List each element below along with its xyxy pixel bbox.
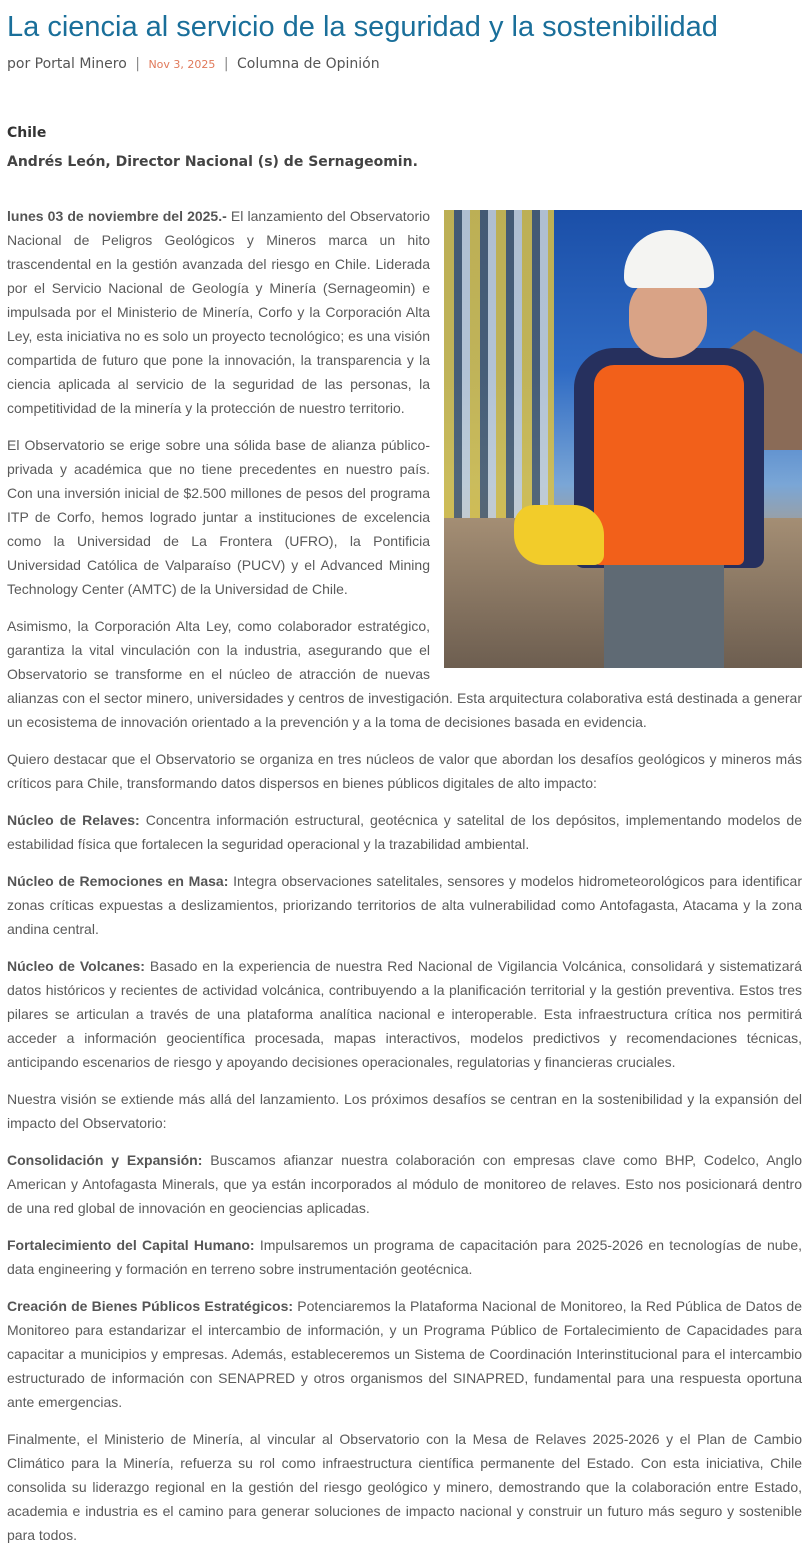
article-photo	[444, 210, 802, 668]
paragraph	[7, 747, 802, 795]
post-date: Nov 3, 2025	[148, 58, 216, 71]
meta-separator: |	[223, 56, 229, 72]
paragraph-text: Buscamos afianzar nuestra colaboración con empresas clave como BHP, Codelco, Anglo American y Antofagasta Minerals, que ya están incorporados al módulo de monitoreo de relaves. Esto nos posicionará dentro de una red global de innovación en geociencias aplicadas.	[7, 1152, 802, 1216]
paragraph	[7, 1427, 802, 1547]
page-title: La ciencia al servicio de la seguridad y la sostenibilidad	[7, 11, 718, 43]
article-body	[7, 204, 802, 1560]
paragraph	[7, 808, 802, 856]
paragraph	[7, 1233, 802, 1281]
paragraph-lead: Núcleo de Relaves:	[7, 812, 140, 828]
meta-separator: |	[135, 56, 140, 72]
paragraph	[7, 1087, 802, 1135]
paragraph-text: Nuestra visión se extiende más allá del lanzamiento. Los próximos desafíos se centran en la sostenibilidad y la expansión del impacto del Observatorio:	[7, 1091, 802, 1131]
paragraph-lead: Núcleo de Remociones en Masa:	[7, 873, 229, 889]
paragraph-lead: Fortalecimiento del Capital Humano:	[7, 1237, 255, 1253]
post-meta	[7, 54, 380, 75]
paragraph-lead: lunes 03 de noviembre del 2025.-	[7, 208, 227, 224]
paragraph-text: Concentra información estructural, geotécnica y satelital de los depósitos, implementando modelos de estabilidad física que fortalecen la seguridad operacional y la trazabilidad ambiental.	[7, 812, 802, 852]
paragraph	[7, 1148, 802, 1220]
paragraph-text: Basado en la experiencia de nuestra Red Nacional de Vigilancia Volcánica, consolidará y sistematizará datos históricos y recientes de actividad volcánica, contribuyendo a la planificación territorial y la gestión preventiva. Estos tres pilares se articulan a través de una plataforma analítica nacional e interoperable. Esta infraestructura crítica nos permitirá acceder a información geocientífica procesada, mapas interactivos, modelos predictivos y recomendaciones técnicas, anticipando escenarios de riesgo y apoyando decisiones operacionales, regulatorias y financieras cruciales.	[7, 958, 802, 1070]
paragraph-lead: Consolidación y Expansión:	[7, 1152, 203, 1168]
paragraph-lead: Creación de Bienes Públicos Estratégicos:	[7, 1298, 294, 1314]
paragraph-text: Asimismo, la Corporación Alta Ley, como colaborador estratégico, garantiza la vital vinculación con la industria, asegurando que el Observatorio se transforme en el núcleo de atracción de nuevas alianzas con el sector minero, universidades y centros de investigación. Esta arquitectura colaborativa está destinada a generar un ecosistema de innovación orientado a la prevención y a la toma de decisiones basada en evidencia.	[7, 618, 802, 730]
paragraph-text: Impulsaremos un programa de capacitación para 2025-2026 en tecnologías de nube, data engineering y formación en terreno sobre instrumentación geotécnica.	[7, 1237, 802, 1277]
paragraph	[7, 954, 802, 1074]
person-icon	[504, 230, 744, 668]
glove-icon	[514, 505, 604, 565]
paragraph-text: Quiero destacar que el Observatorio se organiza en tres núcleos de valor que abordan los desafíos geológicos y mineros más críticos para Chile, transformando datos dispersos en bienes públicos digitales de alto impacto:	[7, 751, 802, 791]
country-label: Chile	[7, 125, 47, 141]
paragraph	[7, 869, 802, 941]
pants-shape	[604, 565, 724, 668]
paragraph-lead: Núcleo de Volcanes:	[7, 958, 145, 974]
paragraph-text: Finalmente, el Ministerio de Minería, al vincular al Observatorio con la Mesa de Relaves 2025-2026 y el Plan de Cambio Climático para la Minería, refuerza su rol como infraestructura científica permanente del Estado. Con esta iniciativa, Chile consolida su liderazgo regional en la gestión del riesgo geológico y minero, demostrando que la colaboración entre Estado, academia e industria es el camino para generar soluciones de impacto nacional y construir un futuro más seguro y sostenible para todos.	[7, 1431, 802, 1543]
author-link[interactable]: por Portal Minero	[7, 56, 127, 72]
paragraph-text: Potenciaremos la Plataforma Nacional de Monitoreo, la Red Pública de Datos de Monitoreo para estandarizar el intercambio de información, y un Programa Público de Fortalecimiento de Capacidades para capacitar a municipios y empresas. Además, estableceremos un Sistema de Coordinación Interinstitucional para el intercambio estructurado de información con SENAPRED y otros organismos del SINAPRED, fundamental para una respuesta oportuna ante emergencias.	[7, 1298, 802, 1410]
paragraph-text: El lanzamiento del Observatorio Nacional de Peligros Geológicos y Mineros marca un hito trascendental en la gestión avanzada del riesgo en Chile. Liderada por el Servicio Nacional de Geología y Minería (Sernageomin) e impulsada por el Ministerio de Minería, Corfo y la Corporación Alta Ley, esta iniciativa no es solo un proyecto tecnológico; es una visión compartida de futuro que pone la innovación, la transparencia y la ciencia aplicada al servicio de la seguridad de las personas, la competitividad de la minería y la protección de nuestro territorio.	[7, 208, 431, 416]
helmet-icon	[624, 230, 714, 288]
category-link[interactable]: Columna de Opinión	[237, 56, 380, 72]
paragraph-text: El Observatorio se erige sobre una sólida base de alianza público-privada y académica que no tiene precedentes en nuestro país. Con una inversión inicial de $2.500 millones de pesos del programa ITP de Corfo, hemos logrado juntar a instituciones de excelencia como la Universidad de La Frontera (UFRO), la Pontificia Universidad Católica de Valparaíso (PUCV) y el Advanced Mining Technology Center (AMTC) de la Universidad de Chile.	[7, 437, 430, 597]
paragraph	[7, 1294, 802, 1414]
vest-shape	[594, 365, 744, 565]
paragraph-text: Integra observaciones satelitales, sensores y modelos hidrometeorológicos para identificar zonas críticas expuestas a deslizamientos, priorizando territorios de alta vulnerabilidad como Antofagasta, Atacama y la zona andina central.	[7, 873, 802, 937]
face-shape	[629, 278, 707, 358]
byline: Andrés León, Director Nacional (s) de Sernageomin.	[7, 154, 418, 170]
